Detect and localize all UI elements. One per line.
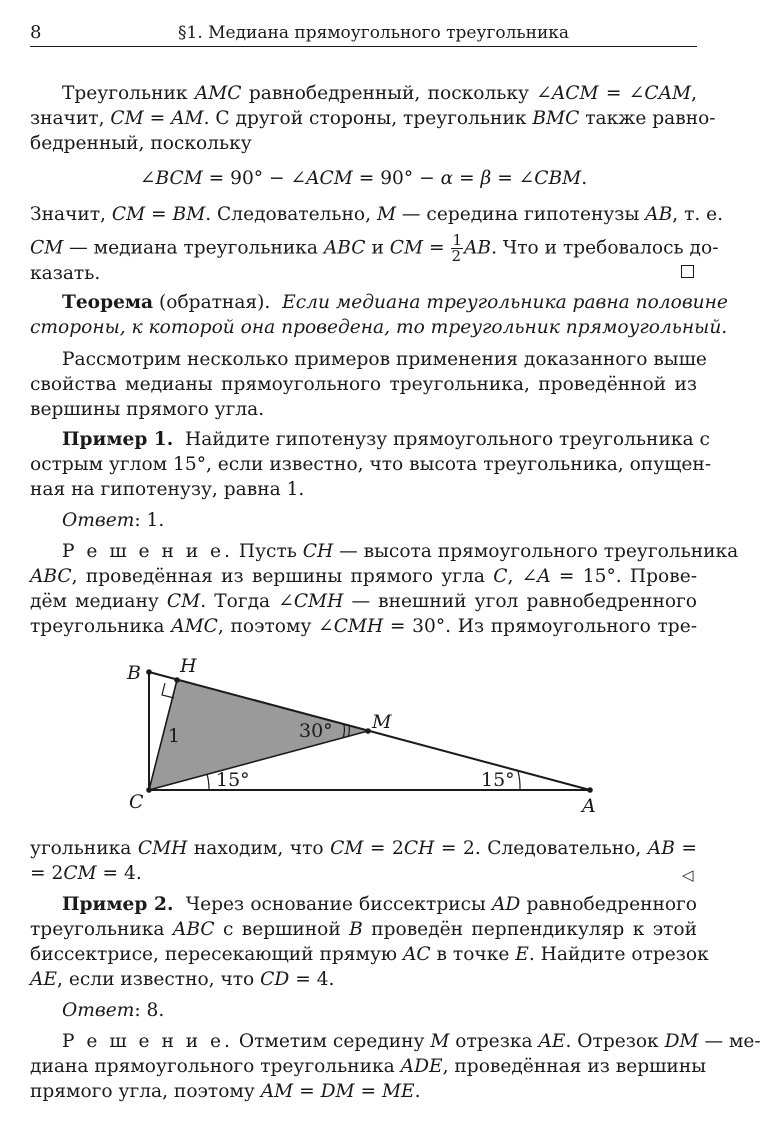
paragraph-line: бедренный, поскольку <box>30 133 252 154</box>
solution-line: Р е ш е н и е. Отметим середину M отрезка AE. Отрезок DM — ме- <box>62 1031 761 1052</box>
point-m <box>365 728 371 734</box>
shaded-triangle-cmh <box>149 680 368 790</box>
running-header <box>30 18 697 47</box>
page-number: 8 <box>30 22 42 43</box>
label-angle-15-c: 15° <box>216 769 250 791</box>
label-m: M <box>372 711 392 733</box>
solution-line: треугольника AMC, поэтому ∠CMH = 30°. Из прямоугольного тре- <box>30 616 697 637</box>
example-line: треугольника ABC с вершиной B проведён перпендикуляр к этой <box>30 919 697 940</box>
section-title: §1. Медиана прямоугольного треугольника <box>178 23 570 43</box>
point-c <box>146 787 152 793</box>
answer-line: Ответ: 1. <box>62 510 165 531</box>
answer-line: Ответ: 8. <box>62 1000 165 1021</box>
paragraph-line: свойства медианы прямоугольного треугольника, проведённой из <box>30 374 697 395</box>
point-b <box>146 669 152 675</box>
point-a <box>587 787 593 793</box>
solution-line: = 2CM = 4. <box>30 863 142 884</box>
label-h: H <box>180 655 197 677</box>
solution-line: угольника CMH находим, что CM = 2CH = 2. Следовательно, AB = <box>30 838 697 859</box>
paragraph-line: Значит, CM = BM. Следовательно, M — середина гипотенузы AB, т. е. <box>30 204 724 225</box>
fraction-one-half: $\frac{1}{2}$ <box>451 231 462 265</box>
example-line: биссектрисе, пересекающий прямую AC в точке E. Найдите отрезок <box>30 944 709 965</box>
end-of-solution-triangle-icon: ◁ <box>682 866 694 884</box>
solution-line: диана прямоугольного треугольника ADE, проведённая из вершины <box>30 1056 707 1077</box>
label-angle-15-a: 15° <box>481 769 515 791</box>
solution-line: прямого угла, поэтому AM = DM = ME. <box>30 1081 421 1102</box>
solution-line: дём медиану CM. Тогда ∠CMH — внешний угол равнобедренного <box>30 591 697 612</box>
example-line: Пример 2. Через основание биссектрисы AD равнобедренного <box>62 894 697 915</box>
triangle-figure <box>110 652 610 817</box>
example-line: AE, если известно, что CD = 4. <box>30 969 335 990</box>
example-line: острым углом 15°, если известно, что высота треугольника, опущен- <box>30 454 712 475</box>
label-c: C <box>129 791 144 813</box>
paragraph-line: казать. <box>30 263 101 284</box>
angle-arc-c <box>207 774 209 790</box>
label-a: A <box>582 795 596 817</box>
point-h <box>174 677 180 683</box>
angle-arc-a <box>518 771 520 790</box>
paragraph-line: Рассмотрим несколько примеров применения доказанного выше <box>62 349 707 370</box>
example-line: ная на гипотенузу, равна 1. <box>30 479 305 500</box>
paragraph-line: CM — медиана треугольника ABC и CM = $\frac{1}{2}$ AB. Что и требовалось до- <box>30 231 719 265</box>
qed-square-icon <box>681 265 694 278</box>
theorem-line: Теорема (обратная). Если медиана треугольника равна половине <box>62 292 728 313</box>
paragraph-line: Треугольник AMC равнобедренный, поскольку ∠ACM = ∠CAM, <box>62 83 697 104</box>
solution-line: Р е ш е н и е. Пусть CH — высота прямоугольного треугольника <box>62 541 739 562</box>
paragraph-line: вершины прямого угла. <box>30 399 265 420</box>
example-line: Пример 1. Найдите гипотенузу прямоугольного треугольника с <box>62 429 710 450</box>
theorem-line: стороны, к которой она проведена, то треугольник прямоугольный. <box>30 317 728 338</box>
paragraph-line: значит, CM = AM. С другой стороны, треугольник BMC также равно- <box>30 108 716 129</box>
label-height-1: 1 <box>168 725 181 747</box>
solution-line: ABC, проведённая из вершины прямого угла C, ∠A = 15°. Прове- <box>30 566 697 587</box>
display-formula: ∠BCM = 90° − ∠ACM = 90° − α = β = ∠CBM. <box>139 168 588 189</box>
label-b: B <box>127 662 141 684</box>
label-angle-30: 30° <box>299 720 333 742</box>
